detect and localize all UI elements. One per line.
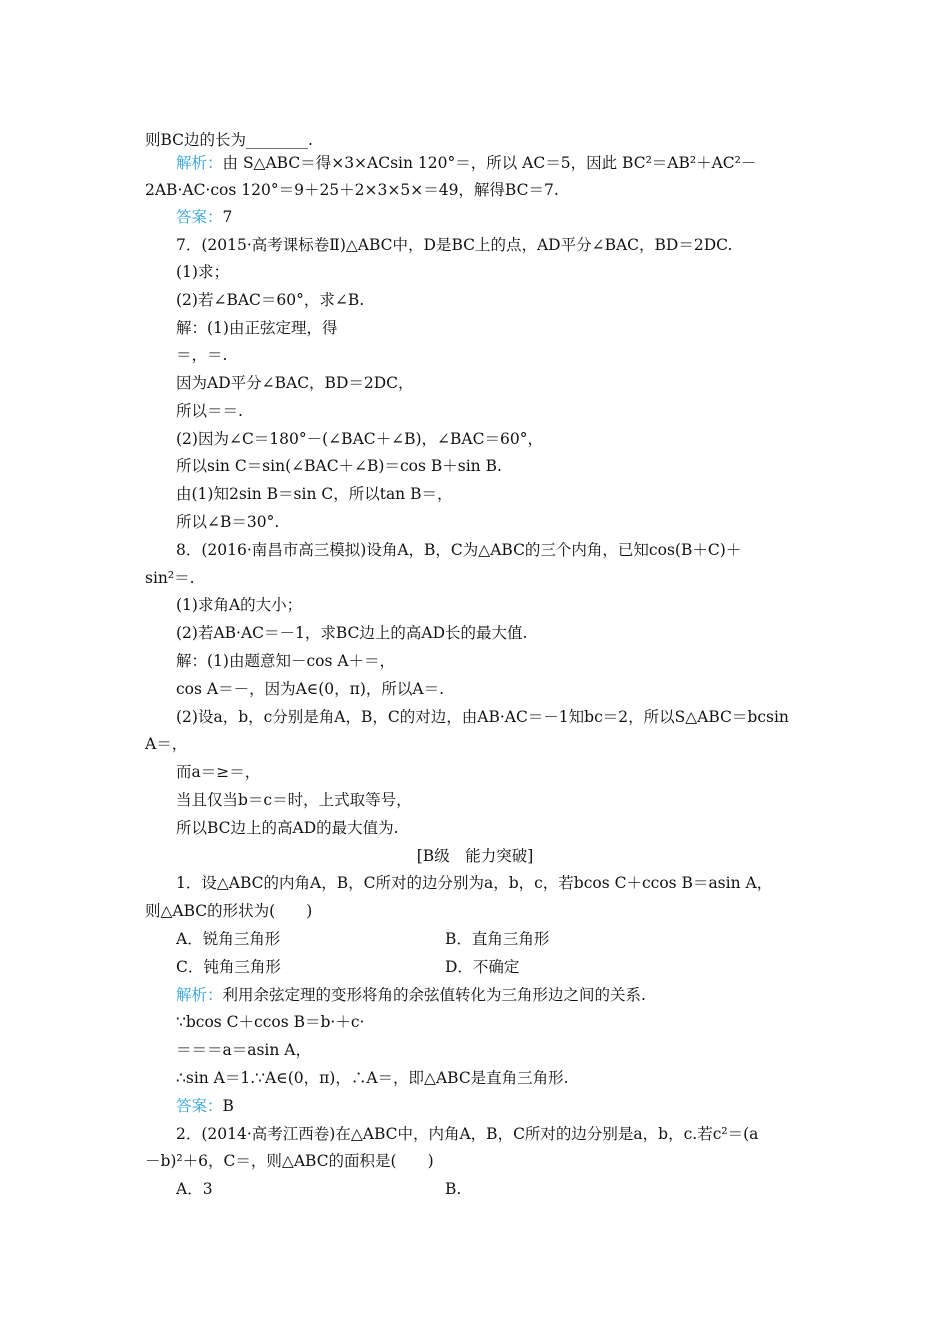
option-b: B.: [445, 1180, 462, 1198]
answer-value: B: [222, 1097, 234, 1115]
text-line: 所以BC边上的高AD的最大值为.: [176, 819, 399, 837]
answer-line: [176, 1096, 234, 1116]
problem-b2: 2．(2014·高考江西卷)在△ABC中，内角A，B，C所对的边分别是a，b，c.若c²＝(a: [176, 1125, 759, 1143]
text-line: －b)²＋6，C＝，则△ABC的面积是( ): [145, 1152, 434, 1170]
text-line: (2)若∠BAC＝60°，求∠B.: [176, 291, 365, 309]
text-line: 所以＝＝.: [176, 402, 243, 420]
text-line: 而a＝≥＝，: [176, 763, 261, 781]
problem-7: 7．(2015·高考课标卷Ⅱ)△ABC中，D是BC上的点，AD平分∠BAC，BD＝2DC.: [176, 236, 733, 254]
analysis-line: [176, 153, 756, 173]
analysis-text: 由 S△ABC＝得×3×ACsin 120°＝，所以 AC＝5，因此 BC²＝AB²＋AC²－: [222, 154, 757, 172]
text-line: ∴sin A＝1.∵A∈(0，π)，∴A＝，即△ABC是直角三角形.: [176, 1069, 569, 1087]
text-line: 所以∠B＝30°.: [176, 513, 280, 531]
text-line: 当且仅当b＝c＝时，上式取等号，: [176, 791, 412, 809]
text-line: (2)若AB·AC＝－1，求BC边上的高AD长的最大值.: [176, 624, 528, 642]
answer-label: 答案：: [176, 1097, 223, 1115]
analysis-line: [176, 985, 646, 1005]
option-b: B．直角三角形: [445, 930, 550, 948]
text-line: 2AB·AC·cos 120°＝9＋25＋2×3×5×＝49，解得BC＝7.: [145, 181, 559, 199]
text-line: 则BC边的长为________.: [145, 131, 313, 149]
text-line: ＝，＝.: [176, 346, 228, 364]
text-line: 由(1)知2sin B＝sin C，所以tan B＝，: [176, 485, 453, 503]
answer-value: 7: [222, 208, 233, 226]
text-line: cos A＝－，因为A∈(0，π)，所以A＝.: [176, 680, 445, 698]
text-line: (1)求角A的大小；: [176, 596, 303, 614]
text-line: 所以sin C＝sin(∠BAC＋∠B)＝cos B＋sin B.: [176, 457, 502, 475]
text-line: ＝＝＝a＝asin A，: [176, 1041, 311, 1059]
text-line: 因为AD平分∠BAC，BD＝2DC，: [176, 374, 414, 392]
text-line: (2)因为∠C＝180°－(∠BAC＋∠B)，∠BAC＝60°，: [176, 430, 543, 448]
analysis-label: 解析：: [176, 154, 223, 172]
analysis-label: 解析：: [176, 986, 223, 1004]
section-heading: [B级 能力突破]: [416, 847, 534, 865]
option-a: A．3: [176, 1180, 213, 1198]
problem-8: 8．(2016·南昌市高三模拟)设角A，B，C为△ABC的三个内角，已知cos(B＋C)＋: [176, 541, 742, 559]
answer-label: 答案：: [176, 208, 223, 226]
text-line: 解：(1)由题意知－cos A＋＝，: [176, 652, 396, 670]
option-a: A．锐角三角形: [176, 930, 281, 948]
text-line: (1)求；: [176, 263, 229, 281]
option-d: D．不确定: [445, 958, 520, 976]
answer-line: [176, 207, 232, 227]
text-line: ∵bcos C＋ccos B＝b·＋c·: [176, 1013, 365, 1031]
option-c: C．钝角三角形: [176, 958, 281, 976]
text-line: sin²＝.: [145, 569, 195, 587]
text-line: 则△ABC的形状为( ): [145, 902, 313, 920]
analysis-text: 利用余弦定理的变形将角的余弦值转化为三角形边之间的关系.: [222, 986, 646, 1004]
problem-b1: 1．设△ABC的内角A，B，C所对的边分别为a，b，c，若bcos C＋ccos B＝asin A，: [176, 874, 773, 892]
text-line: (2)设a，b，c分别是角A，B，C的对边，由AB·AC＝－1知bc＝2，所以S△ABC＝bcsin: [176, 708, 789, 726]
text-line: A＝，: [145, 735, 188, 753]
text-line: 解：(1)由正弦定理，得: [176, 319, 338, 337]
